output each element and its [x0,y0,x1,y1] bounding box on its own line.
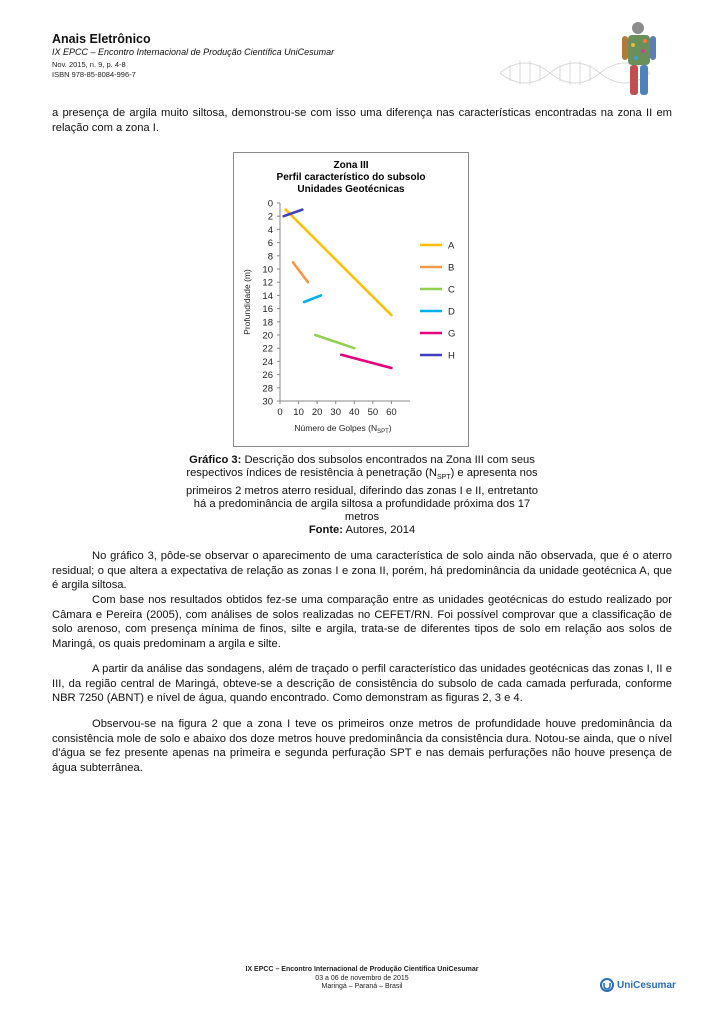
legend-label-C: C [448,284,455,296]
series-line-G [341,355,391,368]
legend-label-B: B [448,262,455,274]
y-tick-label: 4 [267,224,273,236]
legend-label-H: H [448,350,455,362]
paragraph-3: A partir da análise das sondagens, além de traçado o perfil característico das unidades geotécnicas das zonas I, II e III, da região central de Maringá, obteve-se a descrição de consistência do subsolo de cada camada perfurada, conforme NBR 7250 (ABNT) e nível de água, quando encontrado. Como demonstram as figuras 2, 3 e 4. [52,663,672,704]
y-tick-label: 20 [262,330,273,342]
legend-label-D: D [448,306,455,318]
y-tick-label: 8 [267,251,273,263]
x-axis-label: Número de Golpes $(N_{SPT})$ [294,423,392,435]
footer-event: IX EPCC – Encontro Internacional de Produção Científica UniCesumar [245,966,479,973]
legend-label-G: G [448,328,456,340]
y-tick-label: 22 [262,343,273,355]
x-tick-label: 50 [367,407,379,418]
chart-title-line: Unidades Geotécnicas [297,184,405,195]
x-tick-label: 30 [330,407,342,418]
y-tick-label: 12 [262,277,273,289]
y-tick-label: 24 [262,356,273,368]
y-tick-label: 14 [262,290,273,302]
chart-title-line: Zona III [333,160,369,171]
figure-caption [180,454,544,537]
journal-title: Anais Eletrônico [52,32,151,46]
x-tick-label: 0 [277,407,283,418]
y-tick-label: 16 [262,304,273,316]
x-tick-label: 40 [348,407,360,418]
series-line-B [293,262,308,282]
series-line-D [304,295,321,302]
x-tick-label: 60 [386,407,397,418]
series-line-A [286,210,392,316]
y-tick-label: 28 [262,383,273,395]
y-tick-label: 30 [262,396,273,408]
x-tick-label: 20 [311,407,323,418]
y-axis-label: Profundidade (m) [242,269,252,335]
intro-paragraph: a presença de argila muito siltosa, demonstrou-se com isso uma diferença nas características encontradas na zona II em relação com a zona I. [52,107,672,134]
source-label: Fonte: [308,524,344,537]
unicesumar-logo-text: UniCesumar [617,979,676,991]
header-dna-figure-logo [495,18,685,98]
zone-iii-chart [234,153,468,446]
unicesumar-logo [600,978,676,992]
y-tick-label: 0 [267,198,273,210]
issue-info: Nov. 2015, n. 9, p. 4-8 [52,60,126,69]
source-text: Autores, 2014 [343,524,416,537]
caption-label: Gráfico 3: [189,454,242,466]
caption-text-1: Descrição dos subsolos encontrados na Zona III com seus respectivos índices de resistência à penetração (N [186,454,535,480]
paragraph-2: Com base nos resultados obtidos fez-se uma comparação entre as unidades geotécnicas do estudo realizado por Câmara e Pereira (2005), com análises de solos realizadas no CEFET/RN. Foi possível comprovar que a classificação de solo arenoso, com presença mínima de finos, silte e argila, trata-se de diferentes tipos de solo em relação aos solos de Maringá, os quais predominam a argila e silte. [52,594,672,650]
chart-title-line: Perfil característico do subsolo [276,172,426,183]
event-name: IX EPCC – Encontro Internacional de Produção Científica UniCesumar [52,47,335,57]
y-tick-label: 2 [267,211,273,223]
footer-location: Maringá – Paraná – Brasil [321,983,403,990]
legend-label-A: A [448,240,455,252]
y-tick-label: 18 [262,317,273,329]
y-tick-label: 6 [267,238,273,250]
y-tick-label: 10 [262,264,273,276]
unicesumar-logo-icon [600,978,614,992]
paragraph-4: Observou-se na figura 2 que a zona I teve os primeiros onze metros de profundidade houve predominância da consistência mole de solo e abaixo dos doze metros houve predominância da consistência dura. Notou-se ainda, que o nível d'água se fez presente apenas na primeira e segunda perfuração SPT e nas demais perfurações não houve presença de água subterrânea. [52,718,672,774]
caption-sub: SPT [436,474,451,482]
x-tick-label: 10 [293,407,304,418]
footer-dates: 03 a 06 de novembro de 2015 [315,974,409,982]
paragraph-1: No gráfico 3, pôde-se observar o aparecimento de uma característica de solo ainda não observada, que é o aterro residual; o que altera a expectativa de relação as zonas I e zona II, porém, há predominância da unidade geotécnica A, que é argila siltosa. [52,550,672,591]
y-tick-label: 26 [262,370,273,382]
chart-frame [233,152,469,447]
series-line-C [315,335,354,348]
isbn: ISBN 978-85-8084-996-7 [52,70,136,79]
caption-text-2: ) e apresenta nos primeiros 2 metros aterro residual, diferindo das zonas I e II, entretanto há a predominância de argila siltosa a profundidade próxima dos 17 metros [186,467,538,524]
